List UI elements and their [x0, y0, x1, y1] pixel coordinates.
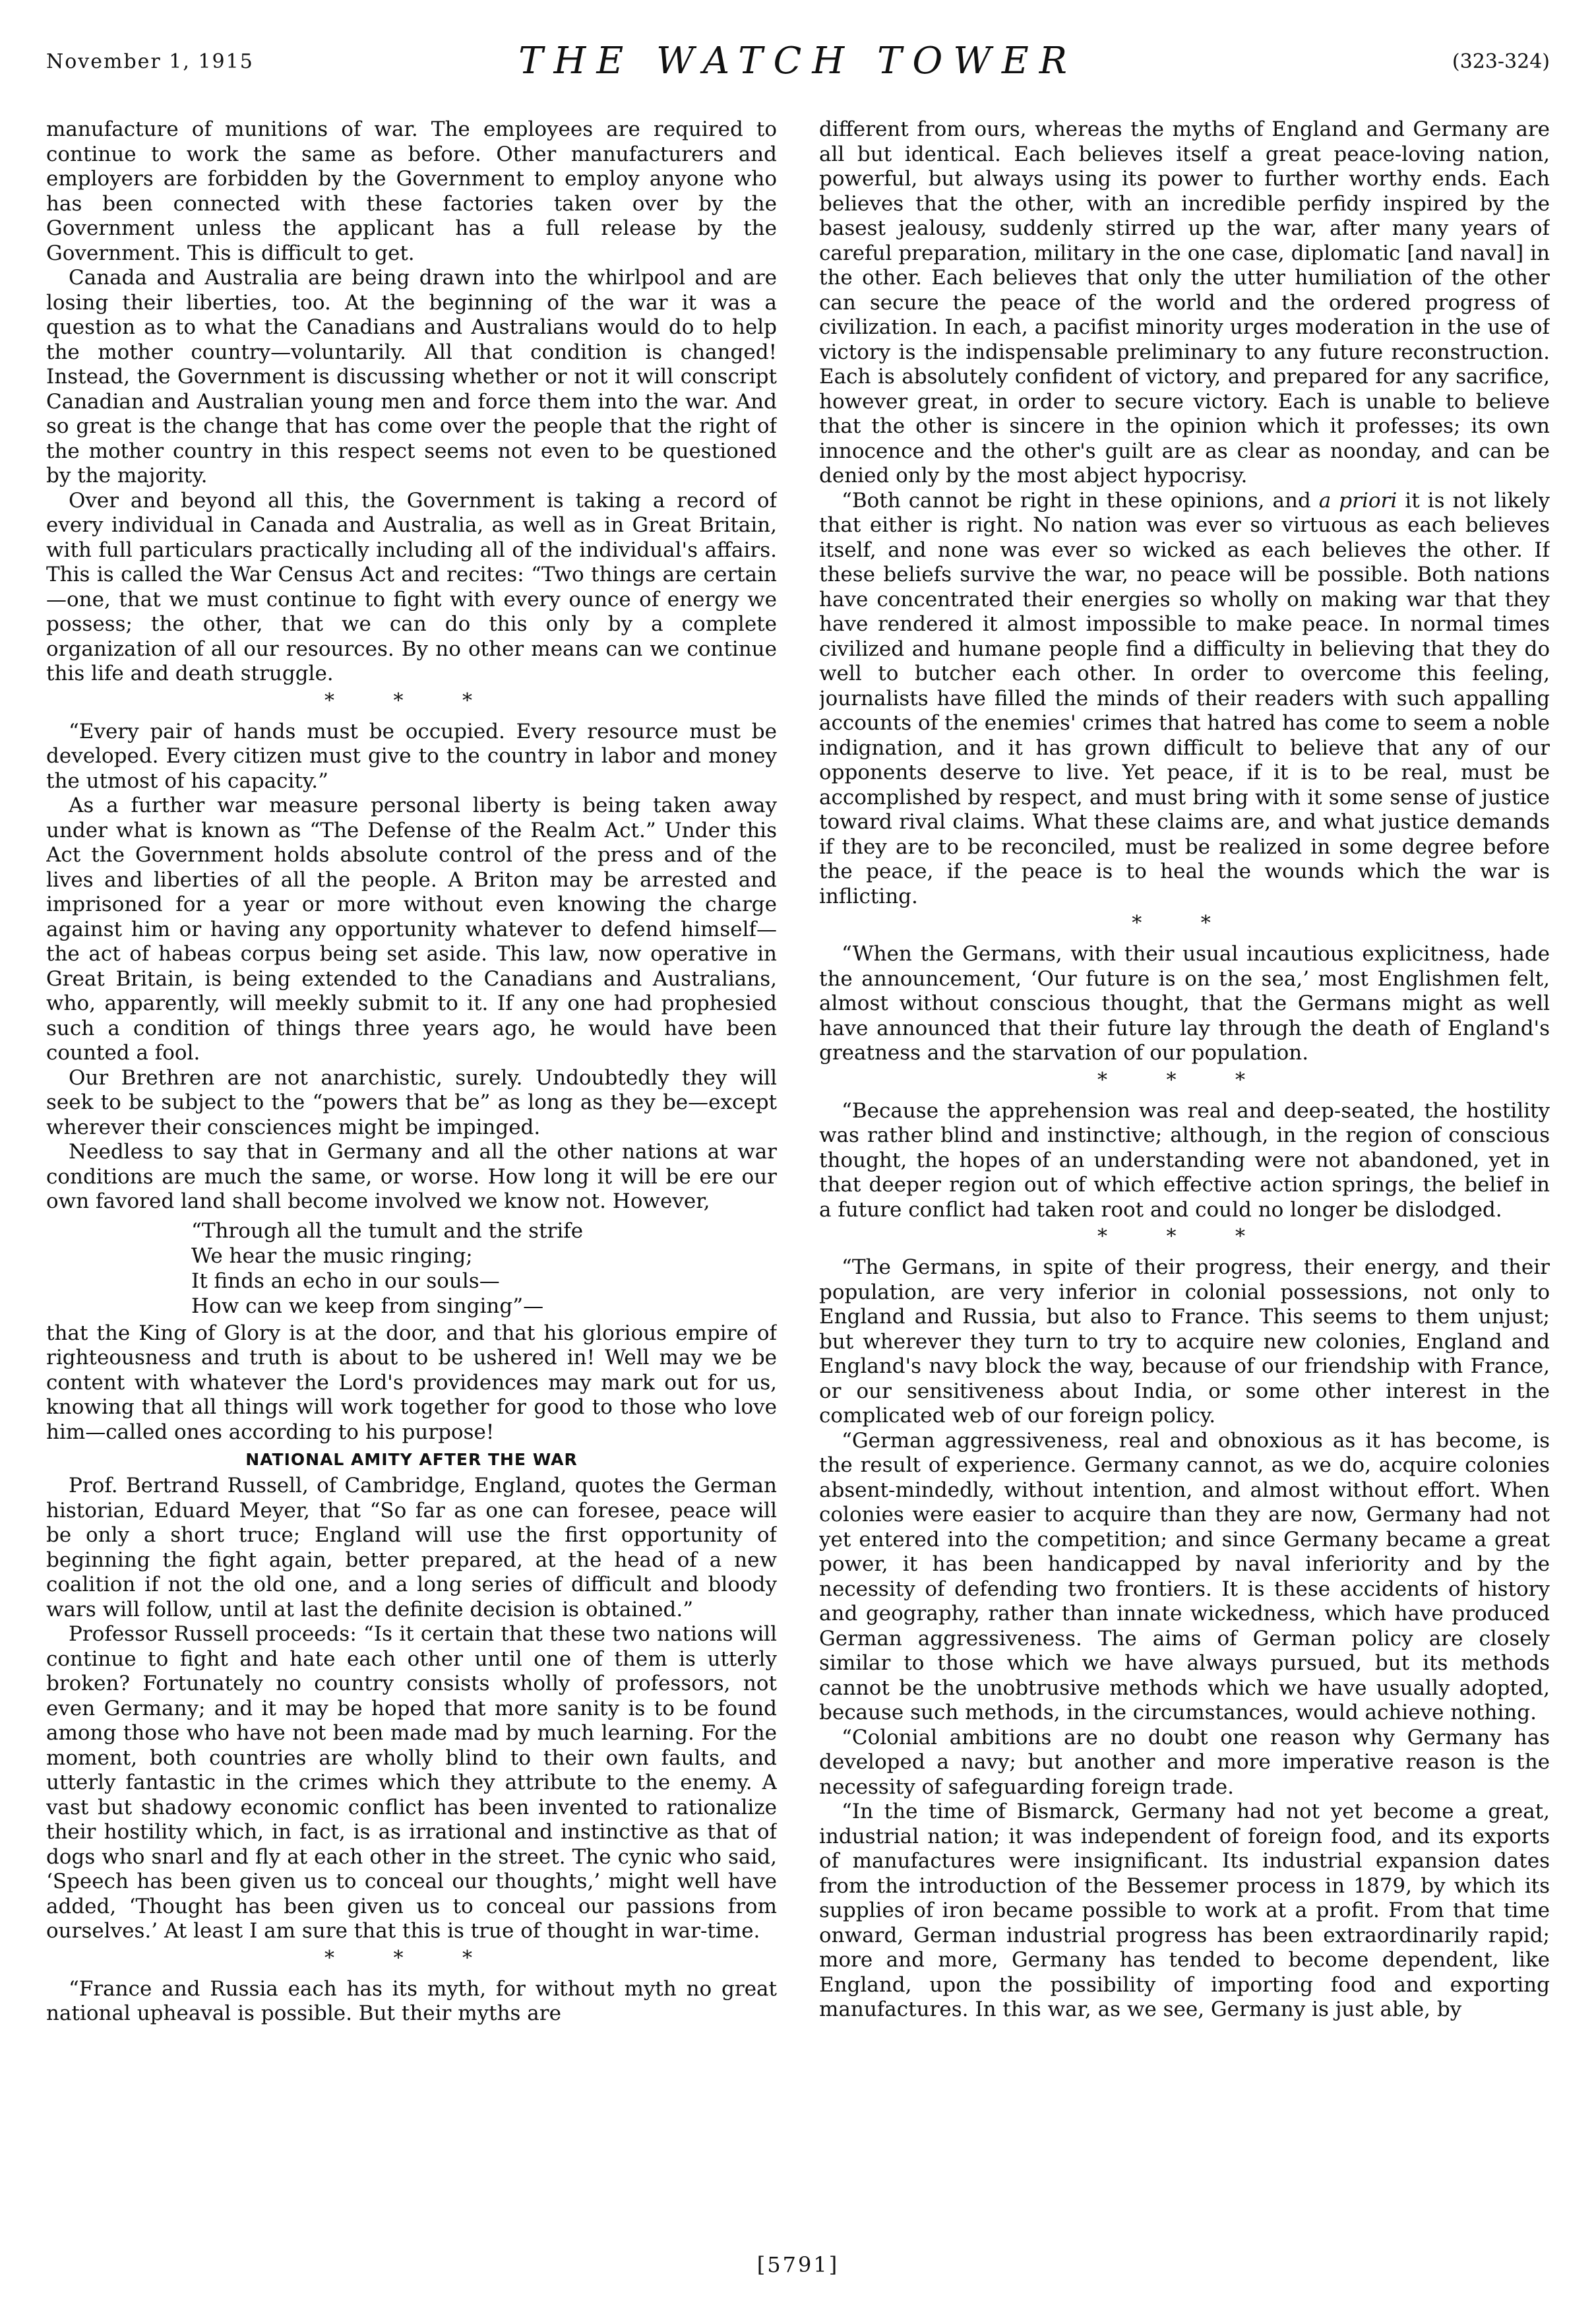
paragraph: Canada and Australia are being drawn into the whirlpool and are losing their liberties, too. At the beginning of the war it was a question as to what the Canadians and Australians would do to help the mother country—voluntarily. All that condition is changed! Instead, the Government is discussing whether or not it will conscript Canadian and Australian young men and force them into the war. And so great is the change that has come over the people that the right of the mother country in this respect seems not even to be questioned by the majority. — [46, 266, 777, 488]
paragraph: Needless to say that in Germany and all the other nations at war conditions are much the same, or worse. How long it will be ere our own favored land shall become involved we know not. However, — [46, 1140, 777, 1213]
page-header — [46, 40, 1550, 99]
paragraph: Our Brethren are not anarchistic, surely. Undoubtedly they will seek to be subject to the “powers that be” as long as they be—except wherever their consciences might be impinged. — [46, 1065, 777, 1139]
paragraph: “The Germans, in spite of their progress, their energy, and their population, are very inferior in colonial possessions, not only to England and Russia, but also to France. This seems to them unjust; but wherever they turn to try to acquire new colonies, England and England's navy block the way, because of our friendship with France, or our sensitiveness about India, or some other interest in the complicated web of our foreign policy. — [819, 1255, 1550, 1428]
paragraph: manufacture of munitions of war. The employees are required to continue to work the same as before. Other manufacturers and employers are forbidden by the Government to employ anyone who has been connected with these factories taken over by the Government unless the applicant has a full release by the Government. This is difficult to get. — [46, 117, 777, 265]
section-divider: * * * — [1097, 1225, 1272, 1248]
paragraph: Prof. Bertrand Russell, of Cambridge, England, quotes the German historian, Eduard Meyer, that “So far as one can foresee, peace will be only a short truce; England will use the first opportunity of beginning the fight again, better prepared, at the head of a new coalition if not the old one, and a long series of difficult and bloody wars will follow, until at last the definite decision is obtained.” — [46, 1474, 777, 1621]
poem-line: It finds an echo in our souls— — [191, 1269, 500, 1293]
paragraph: “German aggressiveness, real and obnoxious as it has become, is the result of experience. Germany cannot, as we do, acquire colonies absent-mindedly, without intention, and almost without effort. When colonies were easier to acquire than they are now, Germany had not yet entered into the competition; and since Germany became a great power, it has been handicapped by naval inferiority and by the necessity of defending two frontiers. It is these accidents of history and geography, rather than innate wickedness, which have produced German aggressiveness. The aims of German policy are closely similar to those which we have always pursued, but its methods cannot be the unobtrusive methods which we have usually adopted, because such methods, in the circumstances, would achieve nothing. — [819, 1428, 1550, 1724]
paragraph: Over and beyond all this, the Government is taking a record of every individual in Canada and Australia, as well as in Great Britain, with full particulars practically including all of the individual's affairs. This is called the War Census Act and recites: “Two things are certain—one, that we must continue to fight with every ounce of energy we possess; the other, that we can do this only by a complete organization of all our resources. By no other means can we continue this life and death struggle. — [46, 488, 777, 685]
poem-quote — [191, 1218, 777, 1319]
paragraph: “In the time of Bismarck, Germany had not yet become a great, industrial nation; it was independent of foreign food, and its exports of manufactures were insignificant. Its industrial expansion dates from the introduction of the Bessemer process in 1879, by which its supplies of iron became possible to work at a profit. From that time onward, German industrial progress has been extraordinarily rapid; more and more, Germany has tended to become dependent, like England, upon the possibility of importing food and exporting manufactures. In this war, as we see, Germany is just able, by — [819, 1800, 1550, 2021]
masthead-title: THE WATCH TOWER — [518, 40, 1078, 82]
poem-line: How can we keep from singing”— — [191, 1294, 544, 1318]
paragraph — [819, 489, 1550, 910]
section-divider: * * * — [1097, 1068, 1272, 1092]
paragraph: “When the Germans, with their usual incautious explicitness, hade the announcement, ‘Our future is on the sea,’ most Englishmen felt, almost without conscious thought, that the Germans might as well have announced that their future lay through the death of England's greatness and the starvation of our population. — [819, 942, 1550, 1065]
page-range: (323-324) — [1452, 50, 1550, 73]
right-column — [819, 117, 1550, 2228]
page-number: [5791] — [756, 2252, 840, 2277]
section-divider: * * * — [324, 1946, 499, 1970]
paragraph: Professor Russell proceeds: “Is it certain that these two nations will continue to fight and hate each other until one of them is utterly broken? Fortunately no country consists wholly of professors, not even Germany; and it may be hoped that more sanity is to be found among those who have not been made mad by much learning. For the moment, both countries are wholly blind to their own faults, and utterly fantastic in the crimes which they attribute to the enemy. A vast but shadowy economic conflict has been invented to rationalize their hostility which, in fact, is as irrational and instinctive as that of dogs who snarl and fly at each other in the street. The cynic who said, ‘Speech has been given us to conceal our thoughts,’ might well have added, ‘Thought has been given us to conceal our passions from ourselves.’ At least I am sure that this is true of thought in war-time. — [46, 1622, 777, 1943]
paragraph: “Because the apprehension was real and deep-seated, the hostility was rather blind and instinctive; although, in the region of conscious thought, the hopes of an understanding were not abandoned, yet in that deeper region out of which effective action springs, the belief in a future conflict had taken root and could no longer be dislodged. — [819, 1098, 1550, 1222]
left-column — [46, 117, 777, 2228]
section-divider: * * * — [324, 689, 499, 712]
issue-date: November 1, 1915 — [46, 50, 254, 73]
poem-line: We hear the music ringing; — [191, 1243, 473, 1268]
text-run: “Both cannot be right in these opinions, and — [842, 488, 1319, 513]
poem-line: “Through all the tumult and the strife — [191, 1218, 584, 1243]
paragraph: “Colonial ambitions are no doubt one reason why Germany has developed a navy; but another and more imperative reason is the necessity of safeguarding foreign trade. — [819, 1725, 1550, 1799]
paragraph: that the King of Glory is at the door, and that his glorious empire of righteousness and truth is about to be ushered in! Well may we be content with whatever the Lord's providences may mark out for us, knowing that all things will work together for good to those who love him—called ones according to his purpose! — [46, 1321, 777, 1444]
paragraph: As a further war measure personal liberty is being taken away under what is known as “The Defense of the Realm Act.” Under this Act the Government holds absolute control of the press and of the lives and liberties of all the people. A Briton may be arrested and imprisoned for a year or more without even knowing the charge against him or having any opportunity whatever to defend himself—the act of habeas corpus being set aside. This law, now operative in Great Britain, is being extended to the Canadians and Australians, who, apparently, will meekly submit to it. If any one had prophesied such a condition of things three years ago, he would have been counted a fool. — [46, 794, 777, 1065]
document-page — [46, 40, 1550, 2277]
paragraph: different from ours, whereas the myths of England and Germany are all but identical. Each believes itself a great peace-loving nation, powerful, but always using its power to further worthy ends. Each believes that the other, with an incredible perfidy inspired by the basest jealousy, suddenly stirred up the war, after many years of careful preparation, military in the one case, diplomatic [and naval] in the other. Each believes that only the utter humiliation of the other can secure the peace of the world and the ordered progress of civilization. In each, a pacifist minority urges moderation in the use of victory is the indispensable preliminary to any future reconstruction. Each is absolutely confident of victory, and prepared for any sacrifice, however great, in order to secure victory. Each is unable to believe that the other is sincere in the opinion which it professes; its own innocence and the other's guilt are as clear as noonday, and can be denied only by the most abject hypocrisy. — [819, 117, 1550, 488]
section-heading: NATIONAL AMITY AFTER THE WAR — [245, 1450, 578, 1469]
paragraph: “Every pair of hands must be occupied. Every resource must be developed. Every citizen must give to the country in labor and money the utmost of his capacity.” — [46, 719, 777, 793]
paragraph: “France and Russia each has its myth, for without myth no great national upheaval is possible. But their myths are — [46, 1976, 777, 2025]
text-run: it is not likely that either is right. No nation was ever so virtuous as each believes itself, and none was ever so wicked as each believes the other. If these beliefs survive the war, no peace will be possible. Both nations have concentrated their energies so wholly on making war that they have rendered it almost impossible to make peace. In normal times civilized and humane people find a difficulty in believing that they do well to butcher each other. In order to overcome this feeling, journalists have filled the minds of their readers with such appalling accounts of the enemies' crimes that hatred has come to seem a noble indignation, and it has grown difficult to believe that any of our opponents deserve to live. Yet peace, if it is to be real, must be accomplished by respect, and must bring with it some sense of justice toward rival claims. What these claims are, and what justice demands if they are to be reconciled, must be realized in some degree before the peace, if the peace is to heal the wounds which the war is inflicting. — [819, 488, 1550, 908]
italic-text: a priori — [1318, 488, 1397, 513]
section-divider: * * — [1132, 912, 1237, 935]
